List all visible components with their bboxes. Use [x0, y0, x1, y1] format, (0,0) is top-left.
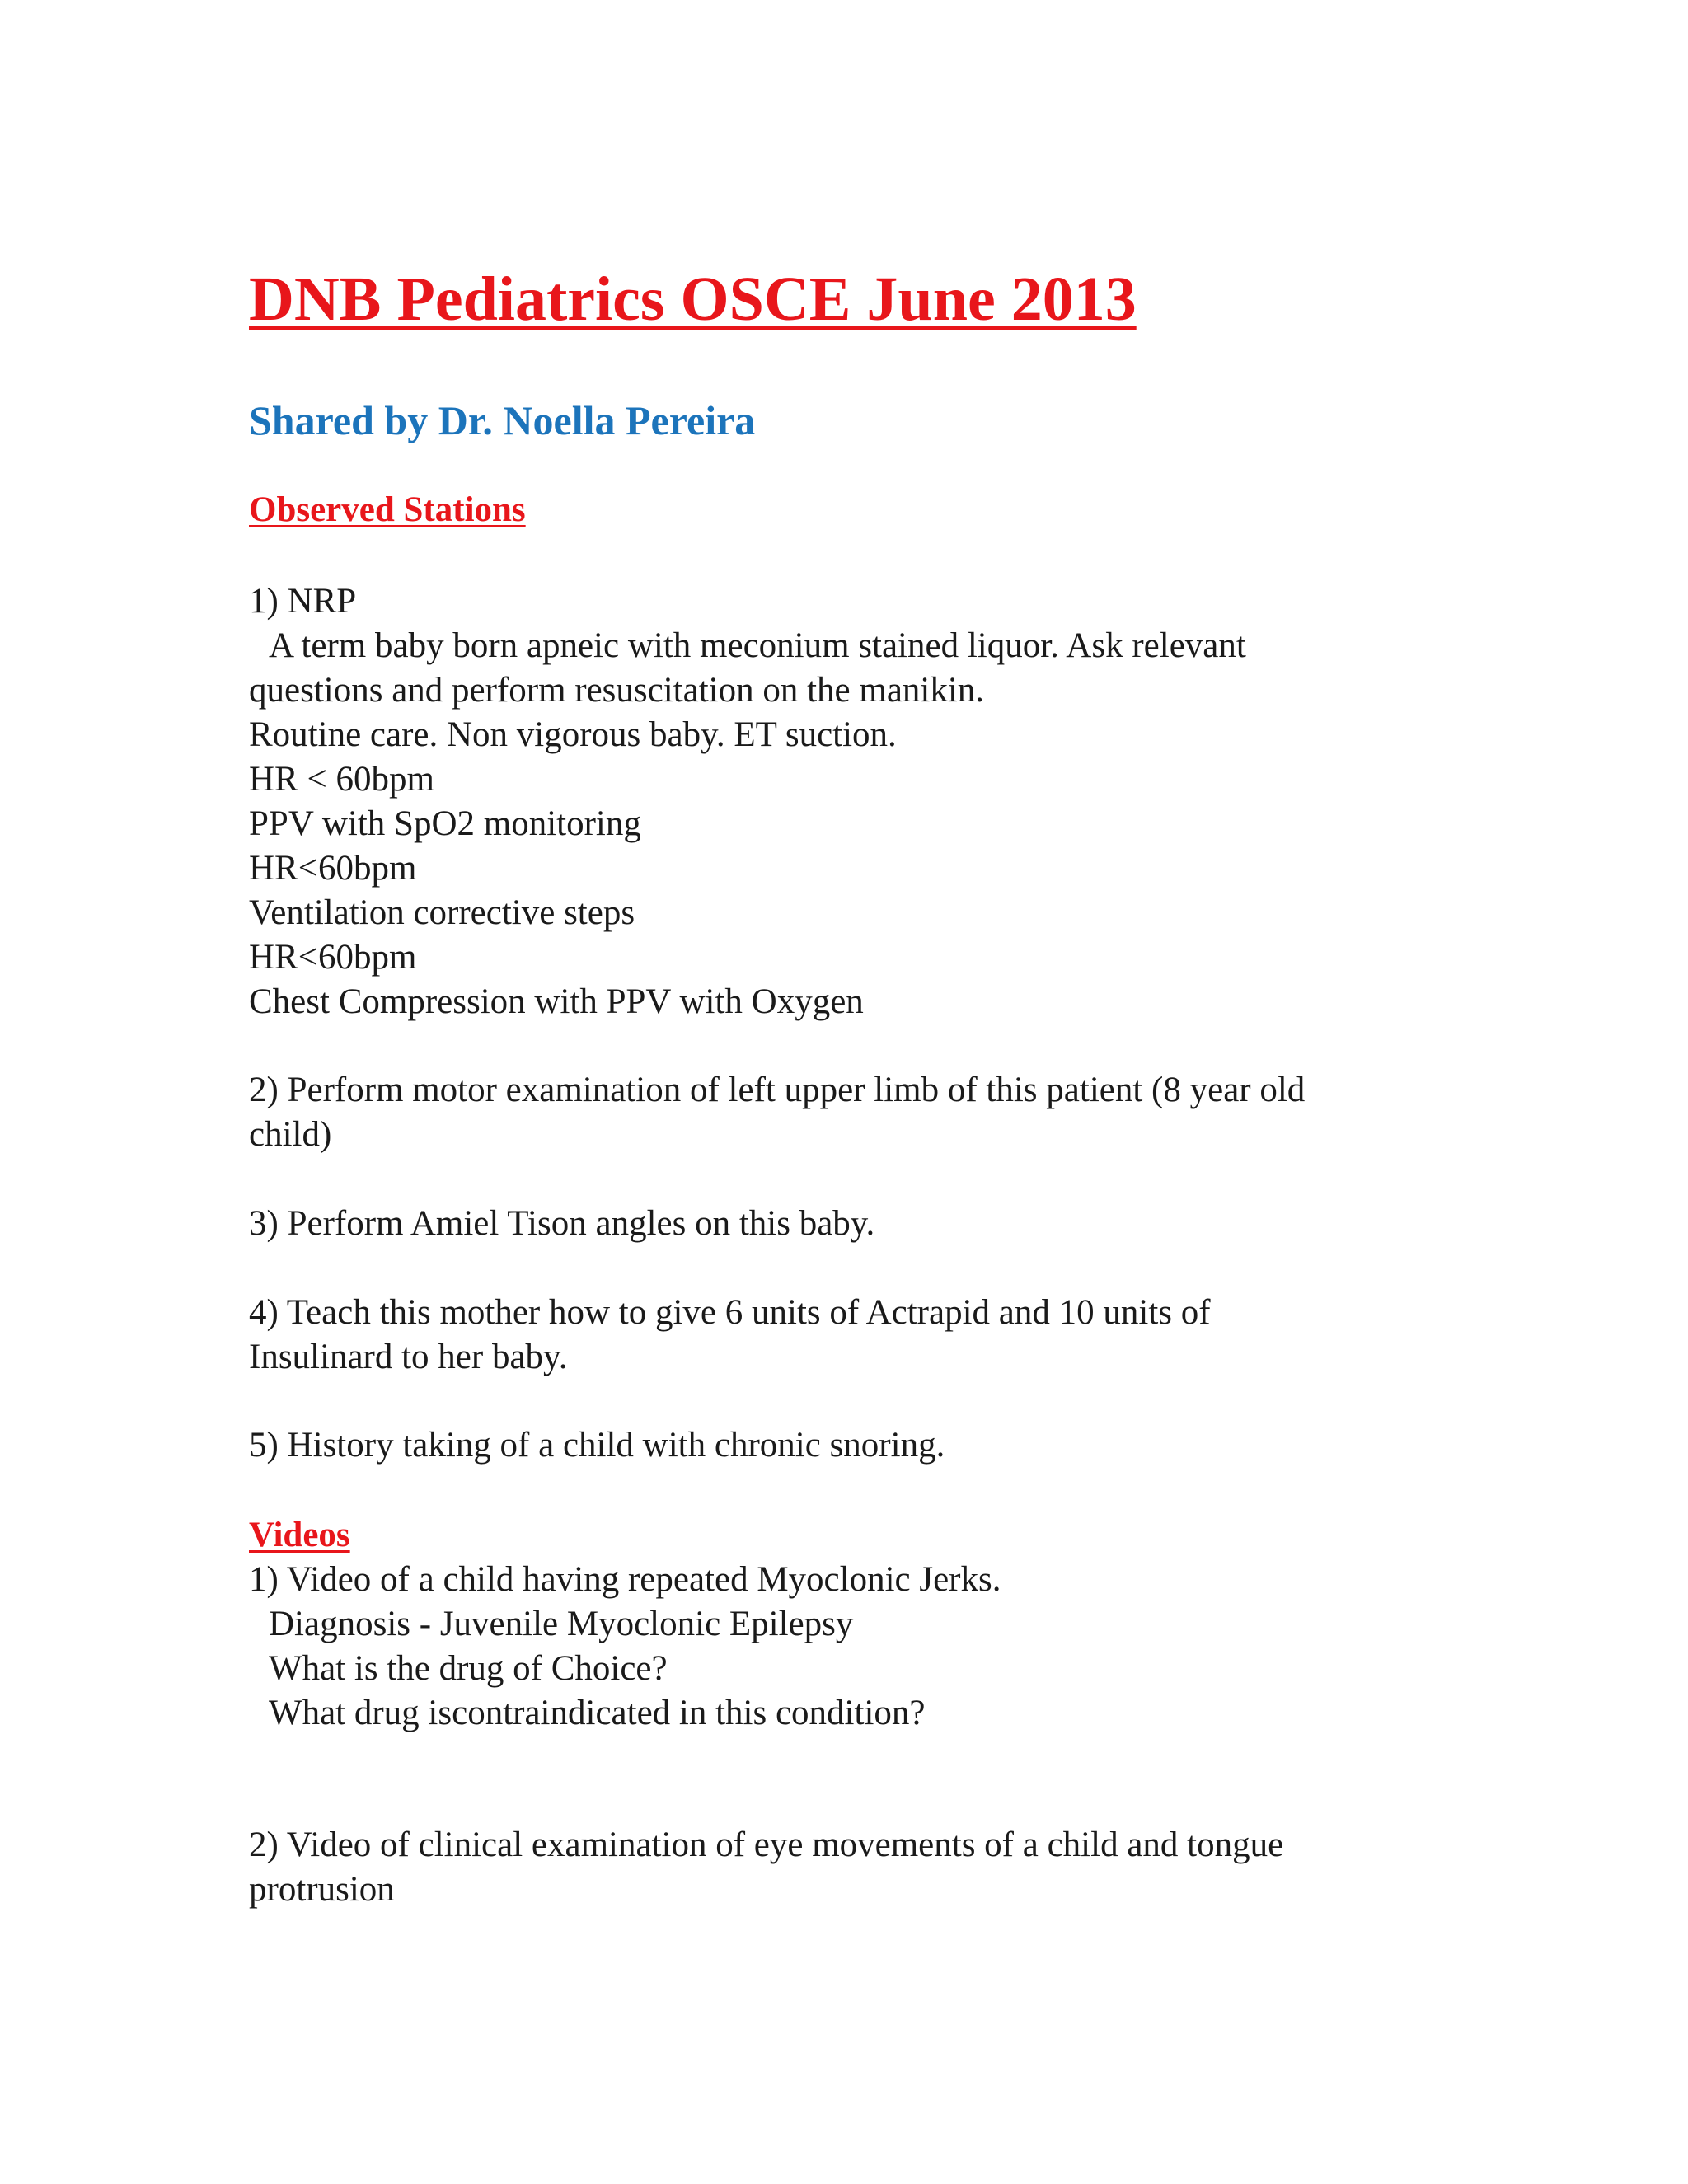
document-title: DNB Pediatrics OSCE June 2013 — [249, 265, 1137, 334]
observed-stations-heading: Observed Stations — [249, 490, 526, 529]
observed-stations-section — [249, 488, 526, 532]
video-1-title: 1) Video of a child having repeated Myoclonic Jerks. — [249, 1560, 1001, 1599]
station-2 — [249, 1068, 1305, 1157]
video-1-line: Diagnosis - Juvenile Myoclonic Epilepsy — [269, 1605, 854, 1643]
station-1-line: PPV with SpO2 monitoring — [249, 804, 641, 843]
station-1 — [249, 579, 1246, 1024]
station-3-line: 3) Perform Amiel Tison angles on this baby. — [249, 1204, 875, 1243]
video-2-line: protrusion — [249, 1870, 395, 1909]
station-2-line: 2) Perform motor examination of left upper limb of this patient (8 year old — [249, 1071, 1306, 1109]
station-5-line: 5) History taking of a child with chronic snoring. — [249, 1426, 945, 1465]
station-1-line: A term baby born apneic with meconium stained liquor. Ask relevant — [269, 626, 1246, 665]
station-3 — [249, 1202, 874, 1246]
station-1-line: HR<60bpm — [249, 849, 417, 888]
station-5 — [249, 1423, 945, 1468]
video-1-line: What drug iscontraindicated in this condition? — [269, 1694, 926, 1732]
video-2 — [249, 1823, 1283, 1912]
station-4-line: Insulinard to her baby. — [249, 1338, 568, 1376]
videos-heading: Videos — [249, 1516, 350, 1554]
station-1-line: Ventilation corrective steps — [249, 893, 635, 932]
video-2-line: 2) Video of clinical examination of eye movements of a child and tongue — [249, 1825, 1284, 1864]
videos-section — [249, 1513, 1001, 1736]
station-1-title: 1) NRP — [249, 582, 357, 621]
station-1-line: questions and perform resuscitation on the manikin. — [249, 671, 985, 710]
station-4-line: 4) Teach this mother how to give 6 units of Actrapid and 10 units of — [249, 1293, 1211, 1332]
station-1-line: HR<60bpm — [249, 938, 417, 977]
station-4 — [249, 1291, 1211, 1380]
video-1-line: What is the drug of Choice? — [269, 1649, 668, 1688]
station-1-line: HR < 60bpm — [249, 760, 434, 799]
station-2-line: child) — [249, 1115, 332, 1154]
document-content — [249, 262, 1485, 1909]
station-1-line: Chest Compression with PPV with Oxygen — [249, 982, 864, 1021]
document-author: Shared by Dr. Noella Pereira — [249, 397, 756, 443]
station-1-line: Routine care. Non vigorous baby. ET suction. — [249, 715, 897, 754]
